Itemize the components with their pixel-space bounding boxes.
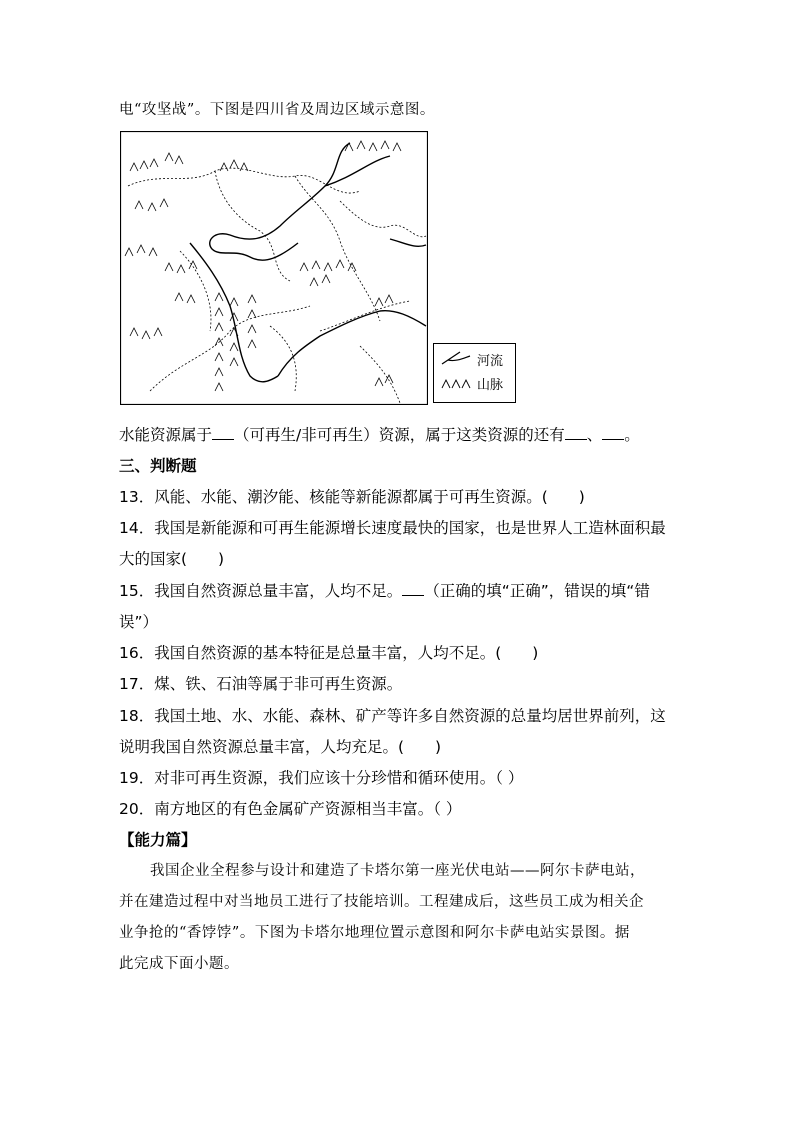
answer-blank-q15[interactable] [402, 581, 424, 596]
fill-question-part1: 水能资源属于 [119, 426, 213, 444]
question-15-line1 [119, 581, 650, 601]
question-19: 19．对非可再生资源，我们应该十分珍惜和循环使用。（ ） [119, 769, 524, 787]
paragraph-line-3: 业争抢的“香饽饽”。下图为卡塔尔地理位置示意图和阿尔卡萨电站实景图。据 [119, 925, 630, 941]
question-16: 16．我国自然资源的基本特征是总量丰富，人均不足。( ) [119, 644, 539, 662]
question-14-line2: 大的国家( ) [119, 550, 225, 568]
question-13: 13．风能、水能、潮汐能、核能等新能源都属于可再生资源。( ) [119, 488, 585, 506]
river-symbol-icon [442, 352, 470, 364]
question-15-line2: 误”） [119, 613, 159, 631]
mountain-symbol-icon [442, 380, 470, 388]
answer-blank-1[interactable] [212, 425, 234, 440]
legend-mountain-label: 山脉 [477, 378, 504, 393]
sichuan-region-map [120, 131, 428, 405]
legend-symbols [434, 344, 474, 404]
question-20: 20．南方地区的有色金属矿产资源相当丰富。（ ） [119, 800, 462, 818]
ability-heading: 【能力篇】 [119, 831, 197, 849]
question-15-text: 15．我国自然资源总量丰富，人均不足。 [119, 582, 403, 600]
question-14-line1: 14．我国是新能源和可再生能源增长速度最快的国家，也是世界人工造林面积最 [119, 519, 666, 537]
section-heading-judgement: 三、判断题 [119, 457, 197, 475]
question-17: 17．煤、铁、石油等属于非可再生资源。 [119, 675, 403, 693]
answer-blank-3[interactable] [602, 425, 624, 440]
answer-blank-2[interactable] [565, 425, 587, 440]
fill-blank-question [119, 425, 640, 445]
legend-river-label: 河流 [477, 354, 504, 369]
question-18-line1: 18．我国土地、水、水能、森林、矿产等许多自然资源的总量均居世界前列，这 [119, 707, 666, 725]
question-15-instruction: （正确的填“正确”，错误的填“错 [424, 582, 650, 600]
paragraph-line-1: 我国企业全程参与设计和建造了卡塔尔第一座光伏电站——阿尔卡萨电站， [150, 863, 645, 879]
fill-question-part2: （可再生/非可再生）资源，属于这类资源的还有 [234, 426, 565, 444]
paragraph-line-4: 此完成下面小题。 [119, 956, 239, 972]
fill-question-end: 。 [624, 426, 640, 444]
map-legend [433, 343, 516, 403]
intro-line: 电“攻坚战”。下图是四川省及周边区域示意图。 [119, 102, 435, 118]
question-18-line2: 说明我国自然资源总量丰富，人均充足。( ) [119, 738, 442, 756]
paragraph-line-2: 并在建造过程中对当地员工进行了技能培训。工程建成后，这些员工成为相关企 [119, 894, 644, 910]
fill-question-separator: 、 [586, 426, 603, 444]
